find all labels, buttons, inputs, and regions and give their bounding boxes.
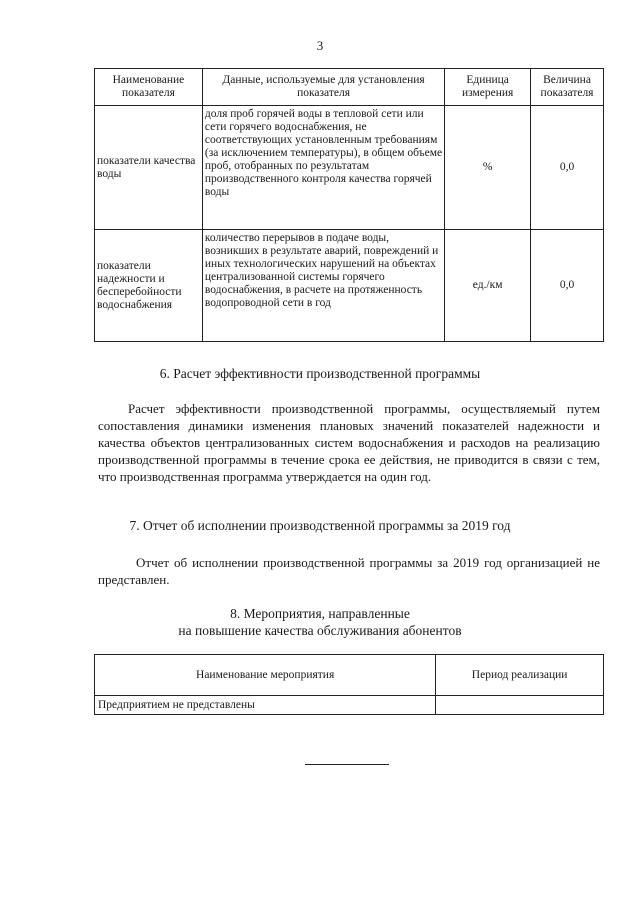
header-unit: Единица измерения [445,69,531,106]
section6-heading: 6. Расчет эффективности производственной программы [159,366,481,381]
table-header-row [95,69,604,106]
indicator-data-cell: доля проб горячей воды в тепловой сети или сети горячего водоснабжения, не соответствующих установленным требованиям (за исключением температуры), в общем объеме проб, отобранных по результатам производственного контроля качества горячей воды [202,106,444,230]
measure-name-cell: Предприятием не представлены [95,696,436,715]
section6-paragraph: Расчет эффективности производственной программы, осуществляемый путем сопоставления динамики изменения плановых значений показателей надежности и качества объектов централизованных систем водоснабжения и расходов на реализацию производственной программы в течение срока ее действия, не приводится в связи с тем, что производственная программа утверждается на один год. [98,401,600,484]
indicator-value-cell: 0,0 [531,106,604,230]
indicators-table [94,68,604,342]
header-measure-name: Наименование мероприятия [95,655,436,696]
section7-heading: 7. Отчет об исполнении производственной программы за 2019 год [129,518,511,533]
header-indicator-name: Наименование показателя [95,69,203,106]
table-row [95,696,604,715]
table-row [95,230,604,342]
indicator-unit-cell: % [445,106,531,230]
header-data-used: Данные, используемые для установления показателя [202,69,444,106]
section8-heading-line1: 8. Мероприятия, направленные [230,606,410,621]
measures-table [94,654,604,715]
table-header-row [95,655,604,696]
indicator-unit-cell: ед./км [445,230,531,342]
indicator-name-cell: показатели качества воды [95,106,203,230]
indicator-value-cell: 0,0 [531,230,604,342]
section8-heading-line2: на повышение качества обслуживания абонентов [178,623,462,638]
page-number: 3 [316,38,324,53]
header-value: Величина показателя [531,69,604,106]
header-period: Период реализации [436,655,604,696]
measure-period-cell [436,696,604,715]
section7-paragraph: Отчет об исполнении производственной программы за 2019 год организацией не представлен. [98,555,600,587]
indicator-name-cell: показатели надежности и бесперебойности водоснабжения [95,230,203,342]
table-row [95,106,604,230]
indicator-data-cell: количество перерывов в подаче воды, возникших в результате аварий, повреждений и иных технологических нарушений на объектах централизованной системы горячего водоснабжения, в расчете на протяженность водопроводной сети в год [202,230,444,342]
end-divider [305,764,389,765]
